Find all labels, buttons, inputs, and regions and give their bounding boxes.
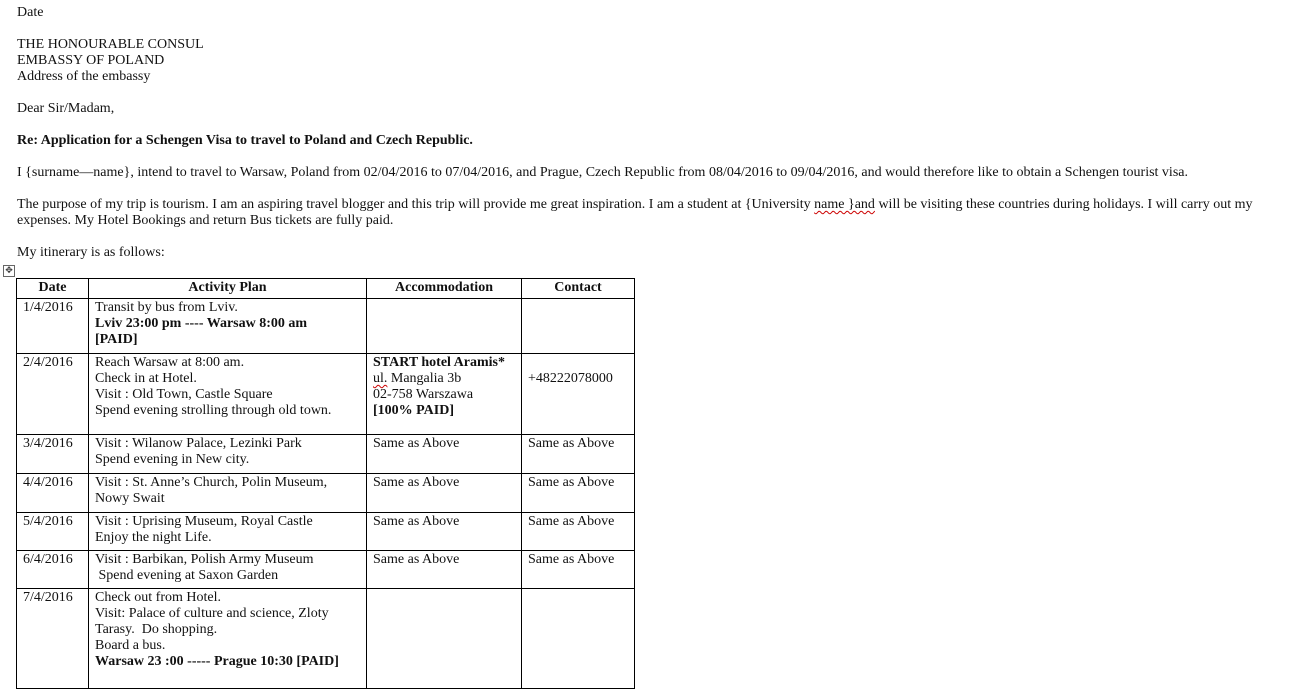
cell-accommodation: Same as Above xyxy=(367,513,522,551)
activity-line: Transit by bus from Lviv. xyxy=(95,300,238,315)
table-row xyxy=(17,589,635,689)
letter-body xyxy=(17,5,1297,261)
cell-accommodation: Same as Above xyxy=(367,551,522,589)
cell-contact: Same as Above xyxy=(522,474,635,513)
cell-accommodation xyxy=(367,354,522,435)
activity-line-bold: [PAID] xyxy=(95,332,138,347)
hotel-postal: 02-758 Warszawa xyxy=(373,387,474,402)
table-row xyxy=(17,513,635,551)
table-row xyxy=(17,299,635,354)
cell-date: 6/4/2016 xyxy=(17,551,89,589)
hotel-street-rest: Mangalia 3b xyxy=(387,371,462,386)
table-row xyxy=(17,551,635,589)
cell-contact xyxy=(522,354,635,435)
itinerary-table xyxy=(16,278,635,689)
cell-date: 5/4/2016 xyxy=(17,513,89,551)
activity-line: Board a bus. xyxy=(95,638,166,653)
cell-activity xyxy=(89,513,367,551)
activity-line-bold: Warsaw 23 :00 ----- Prague 10:30 [PAID] xyxy=(95,654,339,669)
activity-line: Visit : Old Town, Castle Square xyxy=(95,387,273,402)
spelling-error-mark: ul. xyxy=(373,371,388,386)
subject-line: Re: Application for a Schengen Visa to travel to Poland and Czech Republic. xyxy=(17,133,473,148)
cell-date: 4/4/2016 xyxy=(17,474,89,513)
purpose-paragraph xyxy=(17,197,1297,229)
activity-line: Spend evening in New city. xyxy=(95,452,250,467)
activity-line-bold: Lviv 23:00 pm ---- Warsaw 8:00 am xyxy=(95,316,308,331)
itinerary-intro: My itinerary is as follows: xyxy=(17,245,165,260)
cell-activity xyxy=(89,474,367,513)
addressee-line-2: EMBASSY OF POLAND xyxy=(17,53,165,68)
addressee-line-1: THE HONOURABLE CONSUL xyxy=(17,37,204,52)
salutation: Dear Sir/Madam, xyxy=(17,101,115,116)
activity-line: Check in at Hotel. xyxy=(95,371,197,386)
activity-line: Check out from Hotel. xyxy=(95,590,221,605)
cell-activity xyxy=(89,299,367,354)
activity-line: Visit: Palace of culture and science, Zloty xyxy=(95,606,329,621)
hotel-street xyxy=(373,371,515,387)
activity-line: Visit : Barbikan, Polish Army Museum xyxy=(95,552,314,567)
activity-line: Visit : Wilanow Palace, Lezinki Park xyxy=(95,436,302,451)
activity-line: Enjoy the night Life. xyxy=(95,530,212,545)
activity-line: Tarasy. Do shopping. xyxy=(95,622,218,637)
cell-date: 1/4/2016 xyxy=(17,299,89,354)
contact-phone: +48222078000 xyxy=(528,371,613,386)
cell-accommodation: Same as Above xyxy=(367,435,522,474)
table-row xyxy=(17,435,635,474)
header-accommodation: Accommodation xyxy=(367,279,522,299)
hotel-name: START hotel Aramis* xyxy=(373,355,506,370)
cell-contact: Same as Above xyxy=(522,551,635,589)
cell-contact: Same as Above xyxy=(522,435,635,474)
hotel-paid-status: [100% PAID] xyxy=(373,403,455,418)
cell-activity xyxy=(89,354,367,435)
cell-date: 2/4/2016 xyxy=(17,354,89,435)
header-contact: Contact xyxy=(522,279,635,299)
cell-activity xyxy=(89,435,367,474)
activity-line: Visit : St. Anne’s Church, Polin Museum, xyxy=(95,475,328,490)
cell-date: 7/4/2016 xyxy=(17,589,89,689)
purpose-text-1: The purpose of my trip is tourism. I am an aspiring travel blogger and this trip will provide me great inspiration. I am a student at {University xyxy=(17,197,815,212)
cell-activity xyxy=(89,551,367,589)
cell-date: 3/4/2016 xyxy=(17,435,89,474)
cell-accommodation xyxy=(367,589,522,689)
cell-contact xyxy=(522,299,635,354)
purpose-text-2: will be visiting these countries during holidays. I will carry out my expenses. My Hotel Bookings and return Bus tickets are fully paid. xyxy=(17,197,1253,228)
activity-line: Reach Warsaw at 8:00 am. xyxy=(95,355,245,370)
addressee-line-3: Address of the embassy xyxy=(17,69,151,84)
table-header-row xyxy=(17,279,635,299)
table-row xyxy=(17,474,635,513)
cell-accommodation xyxy=(367,299,522,354)
activity-line: Spend evening at Saxon Garden xyxy=(95,568,279,583)
cell-accommodation: Same as Above xyxy=(367,474,522,513)
cell-contact xyxy=(522,589,635,689)
move-handle-icon[interactable]: ✥ xyxy=(3,265,15,277)
activity-line: Spend evening strolling through old town. xyxy=(95,403,332,418)
table-row xyxy=(17,354,635,435)
activity-line: Visit : Uprising Museum, Royal Castle xyxy=(95,514,313,529)
header-activity-plan: Activity Plan xyxy=(89,279,367,299)
cell-contact: Same as Above xyxy=(522,513,635,551)
header-date: Date xyxy=(17,279,89,299)
spelling-error-mark: name }and xyxy=(814,197,875,212)
activity-line: Nowy Swait xyxy=(95,491,165,506)
cell-activity xyxy=(89,589,367,689)
date-line: Date xyxy=(17,5,44,20)
intro-paragraph: I {surname—name}, intend to travel to Warsaw, Poland from 02/04/2016 to 07/04/2016, and Prague, Czech Republic from 08/04/2016 to 09/04/2016, and would therefore like to obtain a Schengen tourist visa. xyxy=(17,165,1188,180)
